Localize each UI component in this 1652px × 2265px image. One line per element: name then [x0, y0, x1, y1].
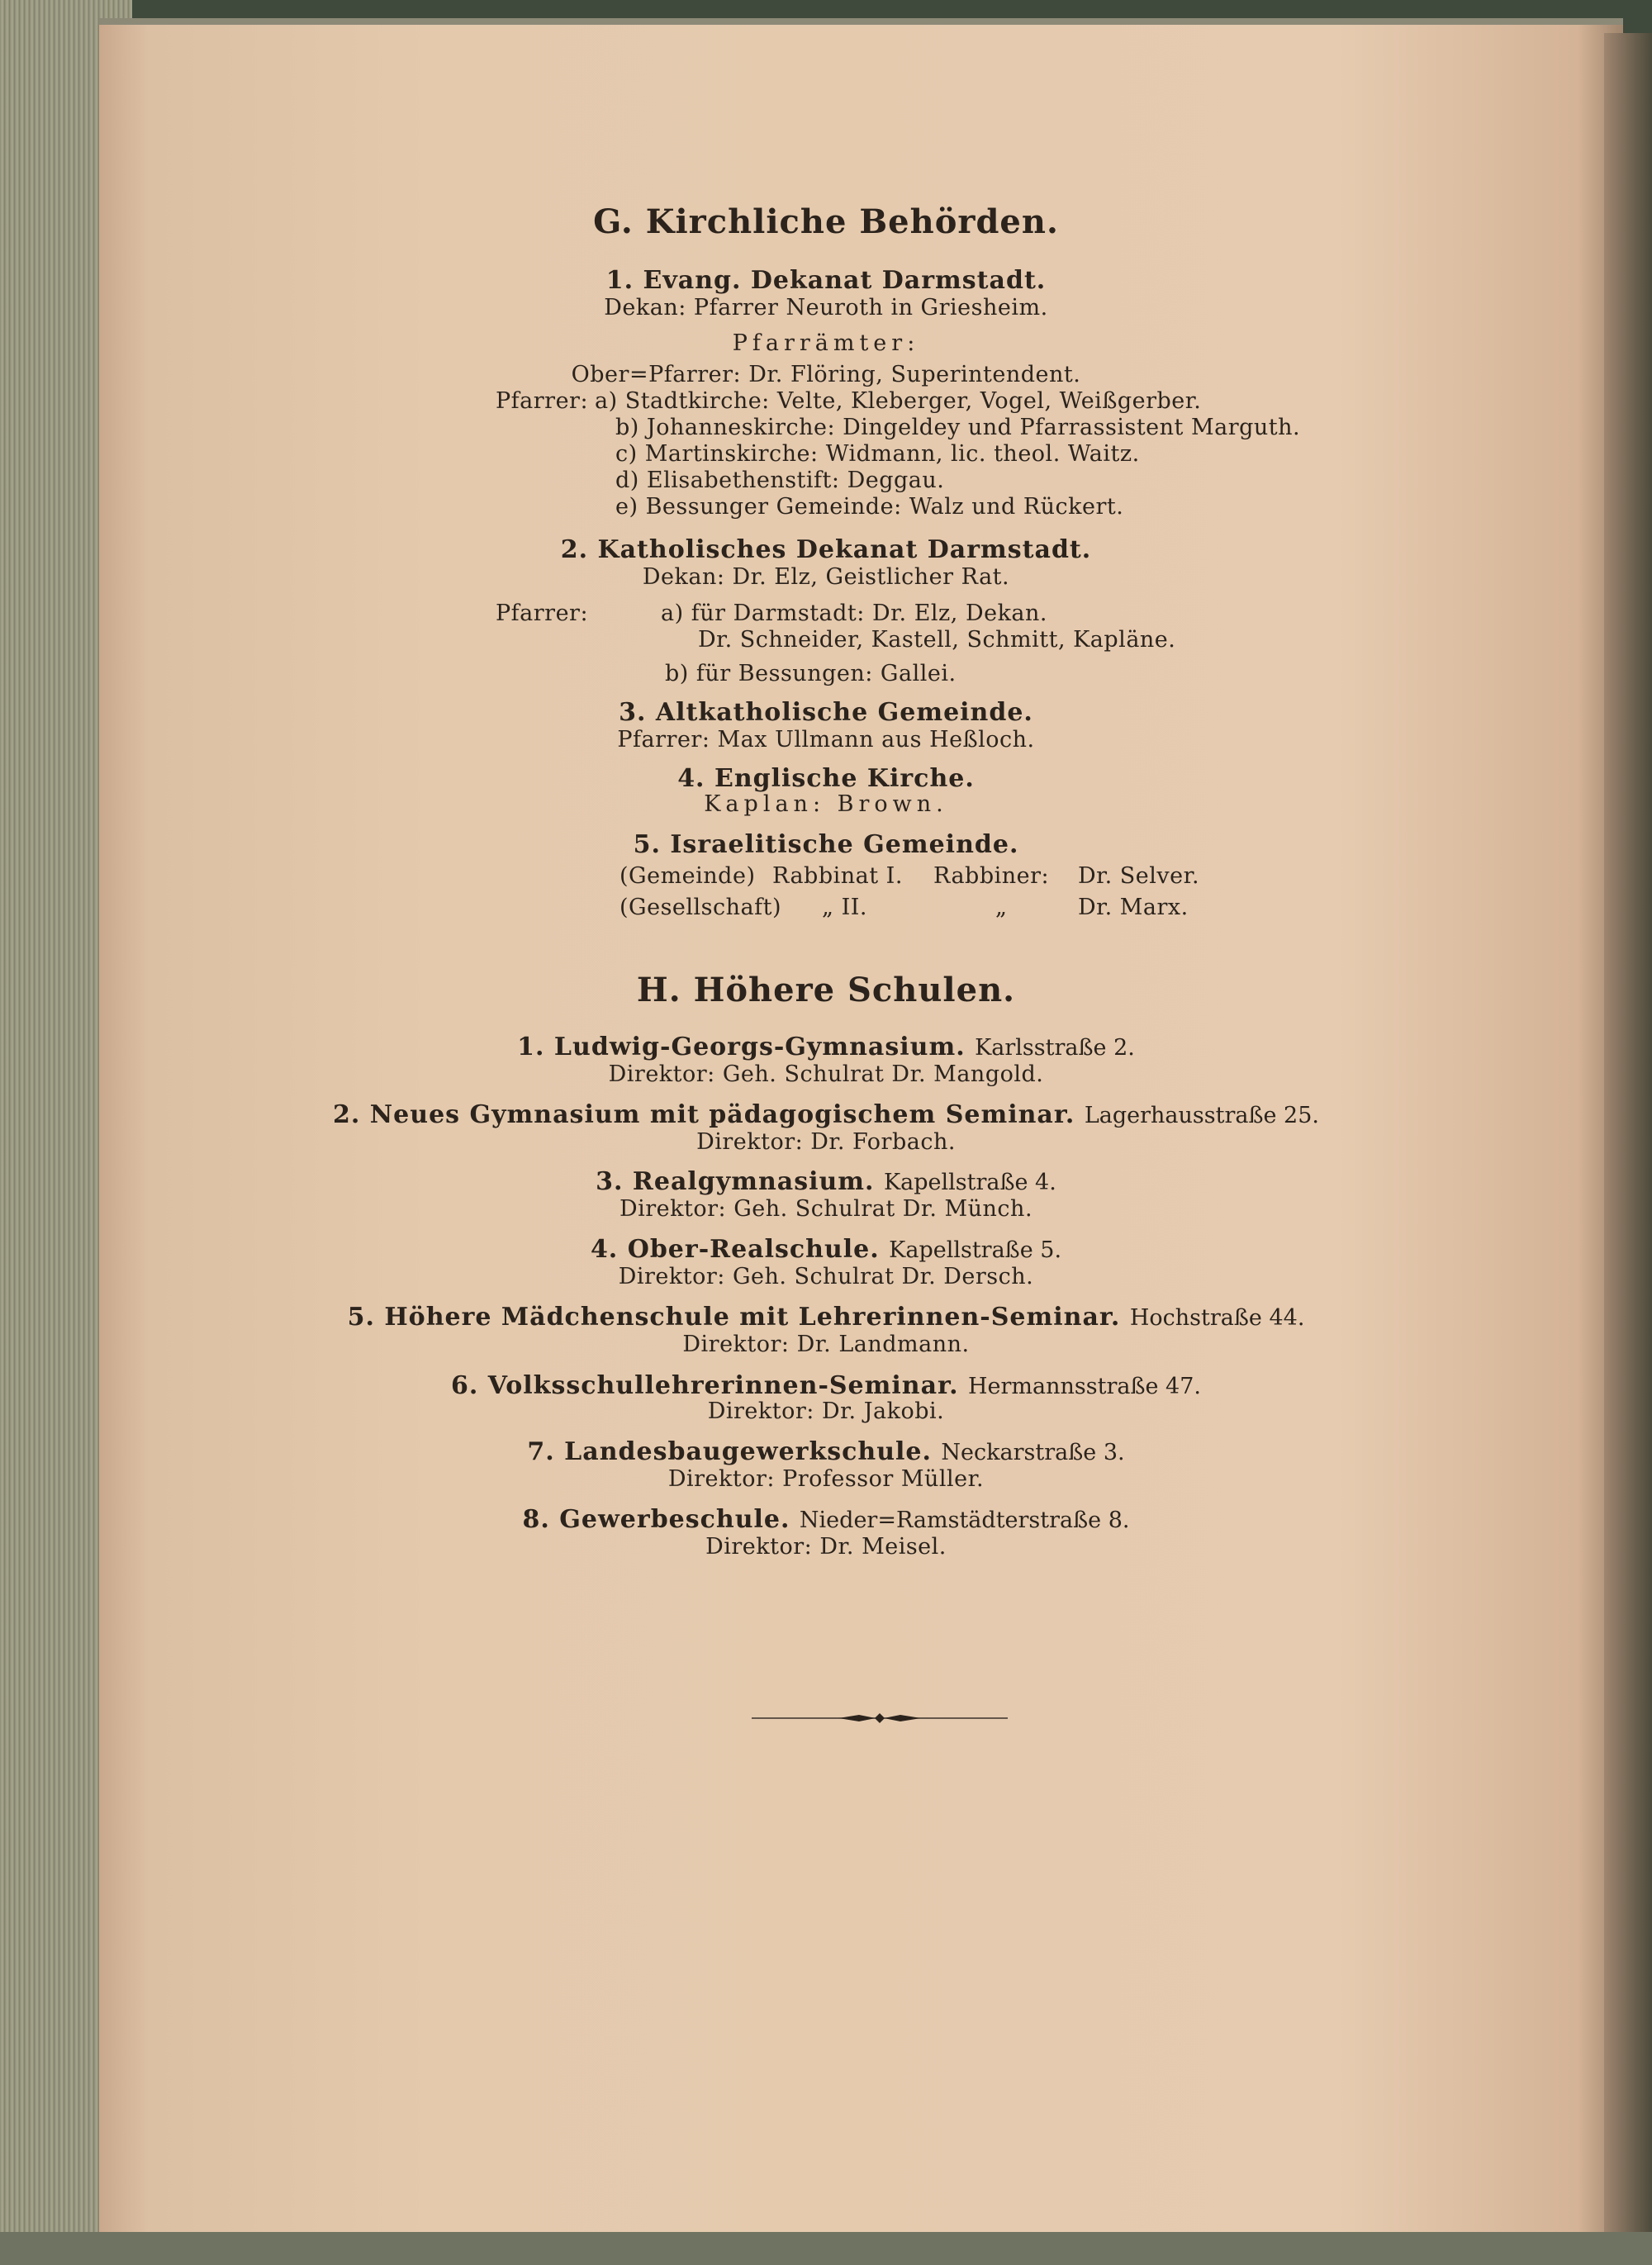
school-6-address: Hermannsstraße 47. [967, 1374, 1201, 1399]
evang-pfarrer-label: Pfarrer: [496, 388, 589, 414]
school-2-name-line [0, 1100, 1652, 1129]
israel-row1-col3: Rabbiner: [933, 863, 1050, 889]
school-1-director: Direktor: Geh. Schulrat Dr. Mangold. [608, 1061, 1044, 1087]
school-7-director: Direktor: Professor Müller. [667, 1466, 985, 1492]
pfarraemter-label: Pfarrämter: [732, 330, 920, 356]
israel-row2-col4: Dr. Marx. [1078, 895, 1189, 920]
school-7-address: Neckarstraße 3. [941, 1440, 1125, 1465]
school-5-name-line [0, 1303, 1652, 1332]
englisch-heading: 4. Englische Kirche. [677, 764, 975, 793]
school-8-director: Direktor: Dr. Meisel. [705, 1534, 947, 1560]
school-2-address: Lagerhausstraße 25. [1084, 1103, 1319, 1128]
school-4-name: 4. Ober-Realschule. [590, 1235, 880, 1264]
israel-row2-col3: „ [995, 895, 1008, 920]
school-1-name: 1. Ludwig-Georgs-Gymnasium. [517, 1033, 966, 1061]
school-1-name-line [0, 1033, 1652, 1061]
school-4-name-line [0, 1235, 1652, 1264]
school-6-name: 6. Volksschullehrerinnen-Seminar. [450, 1371, 959, 1400]
israel-row1-col2: Rabbinat I. [772, 863, 903, 889]
school-8-address: Nieder=Ramstädterstraße 8. [799, 1508, 1130, 1533]
school-5-address: Hochstraße 44. [1129, 1305, 1305, 1331]
kath-line-a: a) für Darmstadt: Dr. Elz, Dekan. [661, 601, 1047, 626]
englisch-kaplan: Kaplan: Brown. [704, 791, 948, 817]
school-1-address: Karlsstraße 2. [975, 1035, 1135, 1061]
evang-heading: 1. Evang. Dekanat Darmstadt. [605, 266, 1047, 295]
school-3-name: 3. Realgymnasium. [596, 1167, 875, 1196]
school-2-name: 2. Neues Gymnasium mit pädagogischem Seminar. [333, 1100, 1075, 1129]
evang-dekan: Dekan: Pfarrer Neuroth in Griesheim. [604, 295, 1048, 321]
israel-row1-col1: (Gemeinde) [620, 863, 756, 889]
school-8-name-line [0, 1505, 1652, 1534]
school-5-director: Direktor: Dr. Landmann. [682, 1332, 970, 1357]
school-2-director: Direktor: Dr. Forbach. [696, 1129, 956, 1155]
evang-item-d: d) Elisabethenstift: Deggau. [615, 468, 945, 493]
school-8-name: 8. Gewerbeschule. [522, 1505, 790, 1534]
school-3-name-line [0, 1167, 1652, 1196]
altkath-heading: 3. Altkatholische Gemeinde. [619, 698, 1033, 727]
ornament-divider [752, 1710, 1008, 1726]
school-7-name-line [0, 1437, 1652, 1466]
evang-item-e: e) Bessunger Gemeinde: Walz und Rückert. [615, 494, 1124, 520]
evang-item-b: b) Johanneskirche: Dingeldey und Pfarrassistent Marguth. [615, 415, 1301, 440]
evang-item-a: a) Stadtkirche: Velte, Kleberger, Vogel, Weißgerber. [595, 388, 1202, 414]
section-h-title: H. Höhere Schulen. [636, 971, 1016, 1009]
evang-item-c: c) Martinskirche: Widmann, lic. theol. Waitz. [615, 441, 1140, 467]
school-6-name-line [0, 1371, 1652, 1400]
altkath-pfarrer: Pfarrer: Max Ullmann aus Heßloch. [617, 727, 1035, 753]
israel-row2-col1: (Gesellschaft) [620, 895, 782, 920]
kath-line-a2: Dr. Schneider, Kastell, Schmitt, Kapläne. [698, 627, 1176, 653]
ober-pfarrer: Ober=Pfarrer: Dr. Flöring, Superintendent. [571, 362, 1081, 387]
kath-pfarrer-label: Pfarrer: [496, 601, 589, 626]
school-6-director: Direktor: Dr. Jakobi. [707, 1398, 945, 1424]
school-3-address: Kapellstraße 4. [883, 1170, 1056, 1195]
israel-heading: 5. Israelitische Gemeinde. [633, 830, 1019, 859]
section-g-title: G. Kirchliche Behörden. [593, 202, 1059, 241]
school-7-name: 7. Landesbaugewerkschule. [527, 1437, 932, 1466]
school-5-name: 5. Höhere Mädchenschule mit Lehrerinnen-Seminar. [347, 1303, 1121, 1332]
kath-dekan: Dekan: Dr. Elz, Geistlicher Rat. [642, 564, 1010, 590]
israel-row2-col2: „ II. [822, 895, 867, 920]
school-4-director: Direktor: Geh. Schulrat Dr. Dersch. [618, 1264, 1034, 1289]
school-3-director: Direktor: Geh. Schulrat Dr. Münch. [619, 1196, 1033, 1222]
school-4-address: Kapellstraße 5. [889, 1237, 1062, 1263]
israel-row1-col4: Dr. Selver. [1078, 863, 1200, 889]
kath-heading: 2. Katholisches Dekanat Darmstadt. [560, 535, 1092, 564]
kath-line-b: b) für Bessungen: Gallei. [665, 661, 957, 686]
